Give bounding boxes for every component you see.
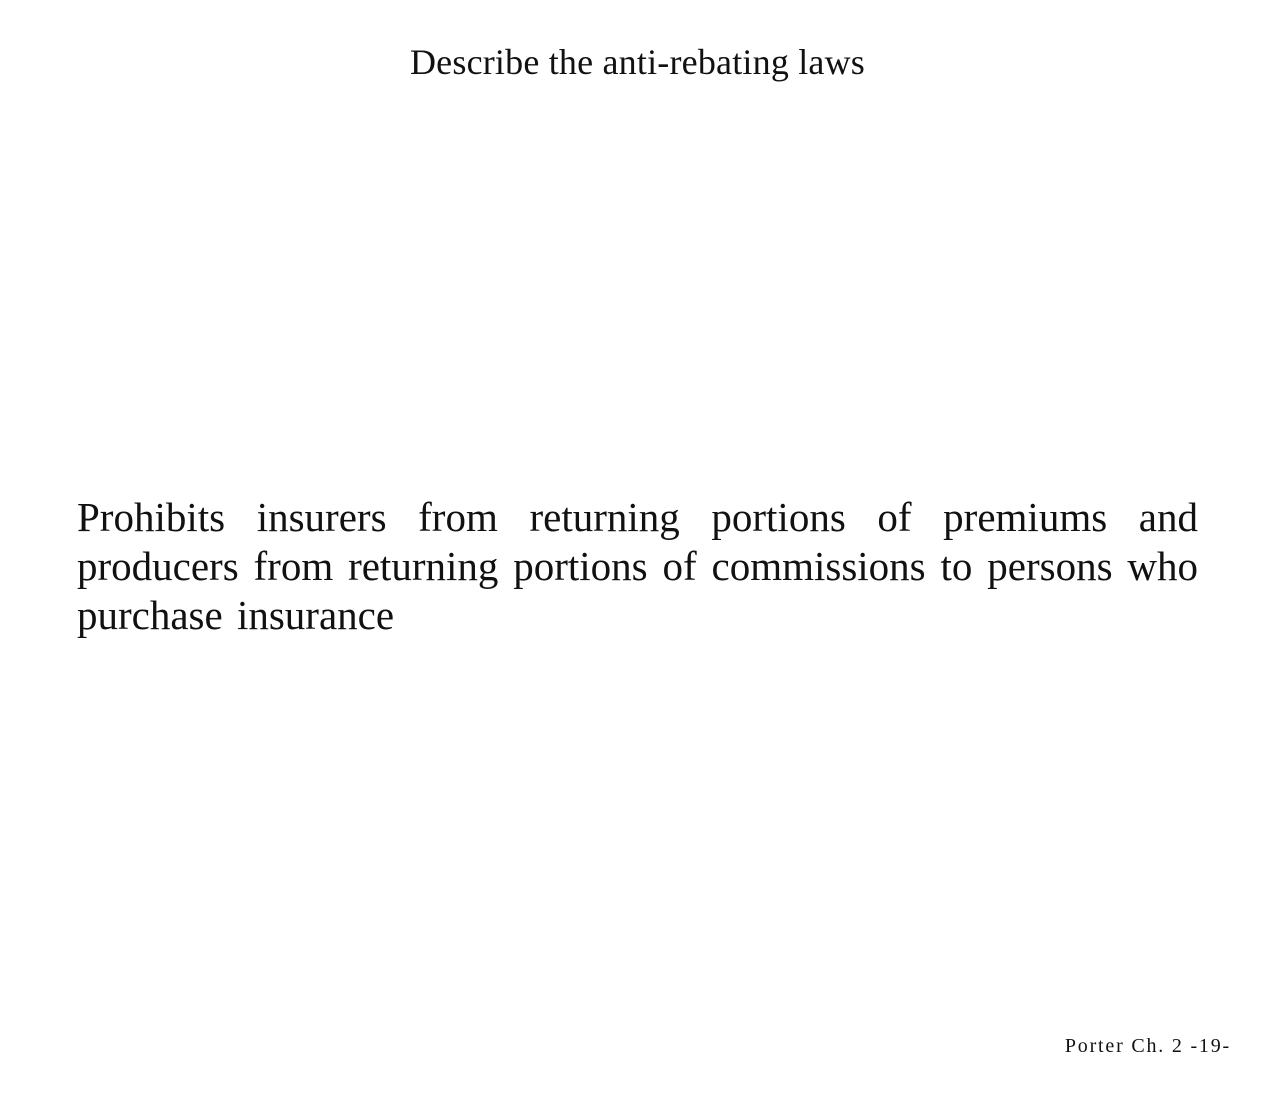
page-footer: Porter Ch. 2 -19- — [1064, 1035, 1231, 1057]
card-question: Describe the anti-rebating laws — [409, 42, 866, 82]
card-answer: Prohibits insurers from returning portions of premiums and producers from returning portions of commissions to persons who purchase insurance — [77, 494, 1198, 638]
